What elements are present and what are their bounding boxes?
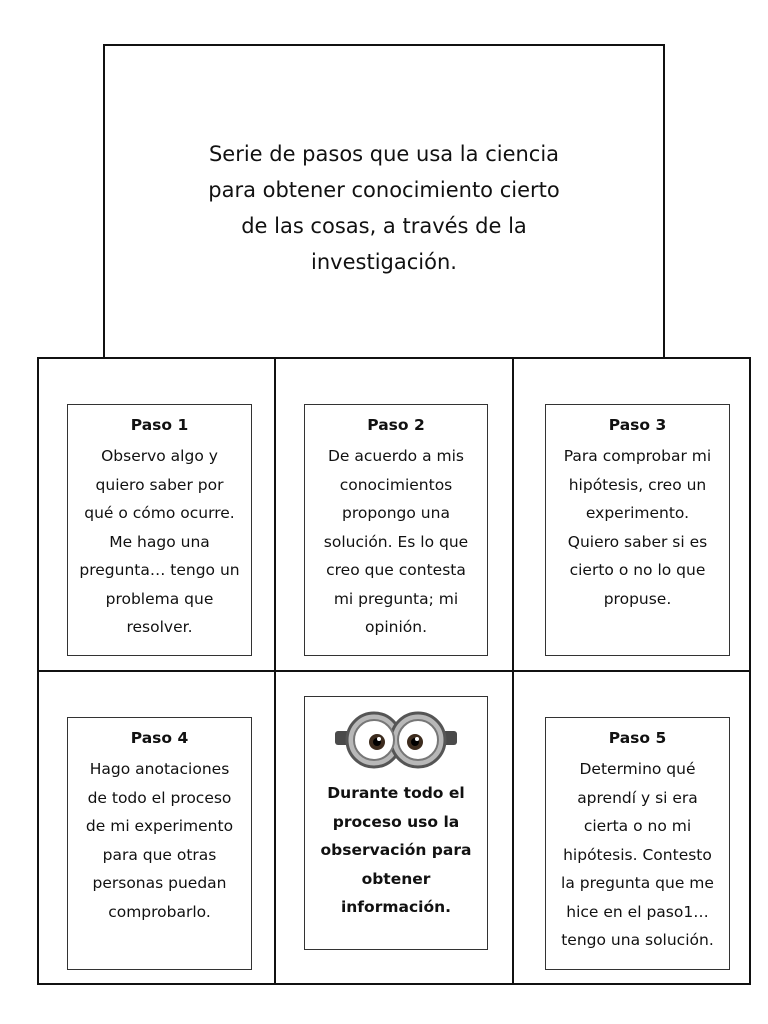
step-title: Paso 4: [130, 729, 189, 747]
step-description: De acuerdo a mis conocimientos propongo una solución. Es lo que creo que contesta mi pregunta; mi opinión.: [323, 447, 469, 636]
step-card-5: [545, 717, 730, 970]
definition-line: investigación.: [311, 249, 457, 274]
goggles-icon: [333, 707, 459, 771]
step-description: Observo algo y quiero saber por qué o cómo ocurre. Me hago una pregunta… tengo un problema que resolver.: [79, 447, 240, 636]
step-description: Hago anotaciones de todo el proceso de mi experimento para que otras personas puedan comprobarlo.: [85, 760, 234, 921]
definition-text: [194, 136, 574, 280]
step-title: Paso 1: [130, 416, 189, 434]
definition-line: Serie de pasos que usa la ciencia: [208, 141, 560, 166]
step-card-4: [67, 717, 252, 970]
step-title: Paso 5: [608, 729, 667, 747]
observation-text: Durante todo el proceso uso la observación para obtener información.: [320, 784, 472, 916]
step-title: Paso 2: [367, 416, 425, 434]
step-title: Paso 3: [608, 416, 667, 434]
step-card-2: [304, 404, 488, 656]
step-card-3: [545, 404, 730, 656]
observation-card: [304, 696, 488, 950]
definition-box: [103, 44, 665, 359]
definition-line: de las cosas, a través de la: [241, 213, 527, 238]
definition-line: para obtener conocimiento cierto: [208, 177, 560, 202]
step-description: Para comprobar mi hipótesis, creo un experimento. Quiero saber si es cierto o no lo que propuse.: [563, 447, 712, 608]
step-description: Determino qué aprendí y si era cierta o no mi hipótesis. Contesto la pregunta que me hice en el paso1… tengo una solución.: [561, 760, 714, 949]
step-card-1: [67, 404, 252, 656]
